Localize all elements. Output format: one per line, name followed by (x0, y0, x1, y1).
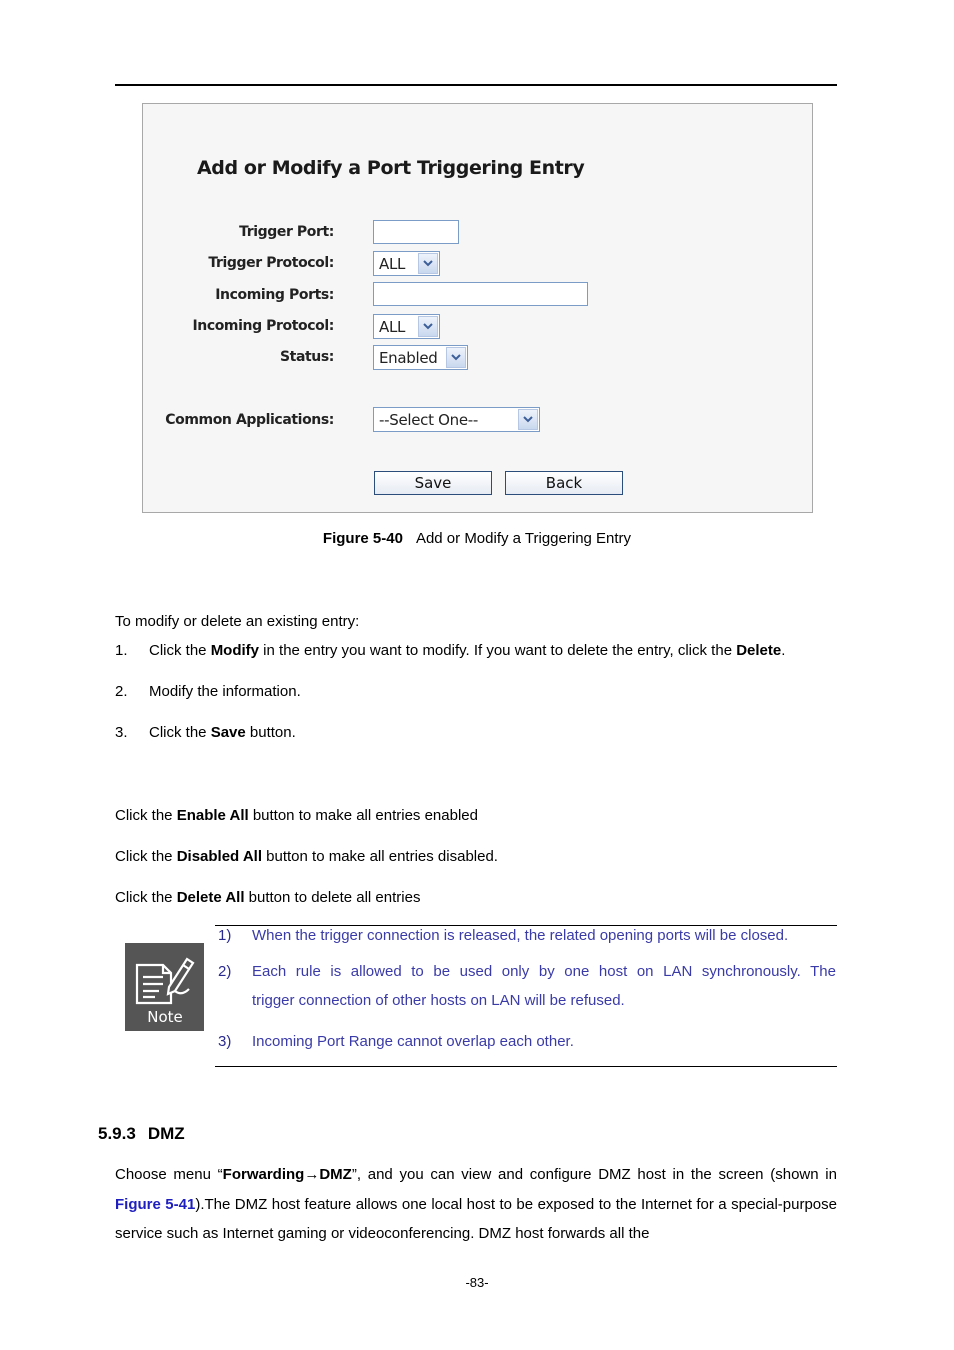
note-item-2-line-2: trigger connection of other hosts on LAN will be refused. (252, 992, 625, 1009)
enable-all-text (115, 807, 478, 824)
note-item-2-line-1: Each rule is allowed to be used only by one host on LAN synchronously. The (252, 963, 836, 980)
note-item-3: Incoming Port Range cannot overlap each other. (252, 1033, 574, 1050)
incoming-protocol-select[interactable] (373, 314, 440, 339)
incoming-protocol-value: ALL (379, 317, 406, 336)
modify-intro: To modify or delete an existing entry: (115, 613, 360, 630)
trigger-protocol-value: ALL (379, 254, 406, 273)
step-3-pre: Click the (149, 724, 211, 741)
step-number: 1. (115, 642, 128, 659)
status-value: Enabled (379, 348, 438, 367)
arrow-right-icon: → (304, 1166, 320, 1183)
note-icon (125, 943, 204, 1031)
delete-all-pre: Click the (115, 889, 177, 906)
step-3-save: Save (210, 724, 246, 741)
step-number: 2. (115, 683, 128, 700)
common-applications-label: Common Applications: (165, 412, 334, 428)
note-icon-label: Note (147, 1008, 183, 1026)
note-number: 1) (218, 927, 232, 944)
delete-all-post: button to delete all entries (244, 889, 421, 906)
enable-all-pre: Click the (115, 807, 177, 824)
chevron-down-icon[interactable] (418, 316, 438, 337)
enable-all-post: button to make all entries enabled (248, 807, 478, 824)
section-title: DMZ (147, 1124, 185, 1143)
step-number: 3. (115, 724, 128, 741)
delete-all-bold: Delete All (176, 889, 245, 906)
page-number: -83- (465, 1275, 489, 1290)
incoming-ports-input[interactable] (373, 282, 588, 306)
disable-all-text (115, 848, 498, 865)
step-1-delete: Delete (736, 642, 782, 659)
menu-dmz: DMZ (319, 1166, 352, 1183)
header-rule (115, 84, 837, 86)
dmz-paragraph (115, 1160, 837, 1249)
chevron-down-icon[interactable] (418, 253, 438, 274)
status-select[interactable] (373, 345, 468, 370)
menu-forwarding: Forwarding (222, 1166, 305, 1183)
disable-all-post: button to make all entries disabled. (262, 848, 498, 865)
step-3 (149, 724, 296, 741)
step-1-pre: Click the (149, 642, 211, 659)
common-applications-value: --Select One-- (379, 410, 479, 429)
step-1-post: . (781, 642, 786, 659)
back-button[interactable]: Back (505, 471, 623, 495)
save-button[interactable]: Save (374, 471, 492, 495)
step-3-post: button. (245, 724, 296, 741)
chevron-down-icon[interactable] (518, 409, 538, 430)
port-triggering-form (142, 103, 813, 513)
section-number: 5.9.3 (98, 1124, 136, 1143)
trigger-port-label: Trigger Port: (239, 224, 334, 240)
common-applications-select[interactable] (373, 407, 540, 432)
figure-number: Figure 5-40 (322, 530, 403, 547)
note-bottom-rule (215, 1066, 837, 1067)
dmz-text-2: ”, and you can view and configure DMZ host in the screen (shown in (351, 1166, 837, 1183)
delete-all-text (115, 889, 420, 906)
incoming-protocol-label: Incoming Protocol: (192, 318, 334, 334)
step-1 (149, 642, 785, 659)
step-2: Modify the information. (149, 683, 301, 700)
figure-5-41-link[interactable]: Figure 5-41 (115, 1195, 196, 1213)
form-title: Add or Modify a Port Triggering Entry (197, 157, 585, 179)
dmz-text-1: Choose menu “ (115, 1166, 223, 1183)
trigger-port-input[interactable] (373, 220, 459, 244)
trigger-protocol-label: Trigger Protocol: (208, 255, 334, 271)
note-item-1: When the trigger connection is released, the related opening ports will be closed. (252, 927, 789, 944)
figure-caption-text: Add or Modify a Triggering Entry (415, 530, 632, 547)
section-heading (98, 1124, 185, 1144)
disable-all-bold: Disabled All (176, 848, 262, 865)
incoming-ports-label: Incoming Ports: (215, 287, 334, 303)
enable-all-bold: Enable All (176, 807, 249, 824)
status-label: Status: (279, 349, 334, 365)
figure-caption (0, 530, 954, 547)
note-number: 2) (218, 963, 232, 980)
step-1-mid: in the entry you want to modify. If you want to delete the entry, click the (259, 642, 737, 659)
step-1-modify: Modify (210, 642, 260, 659)
disable-all-pre: Click the (115, 848, 177, 865)
dmz-text-3: ).The DMZ host feature allows one local host to be exposed to the Internet for a special-purpose service such as Internet gaming or videoconferencing. DMZ host forwards all the (115, 1195, 837, 1242)
note-number: 3) (218, 1033, 232, 1050)
trigger-protocol-select[interactable] (373, 251, 440, 276)
chevron-down-icon[interactable] (446, 347, 466, 368)
